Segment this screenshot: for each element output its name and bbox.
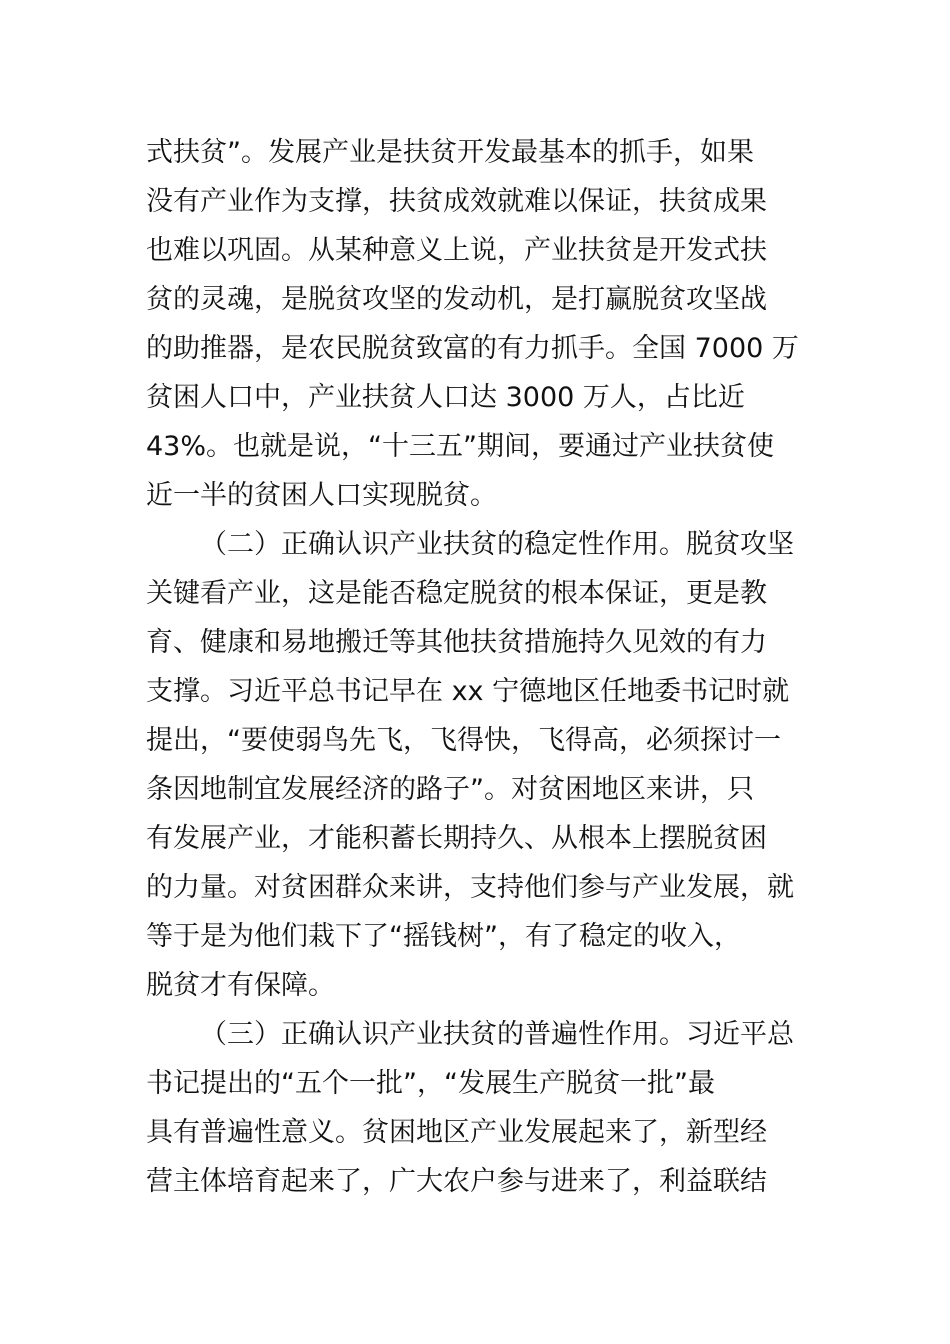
text-line: 的力量。对贫困群众来讲，支持他们参与产业发展，就	[146, 872, 794, 903]
paragraph-1	[146, 128, 810, 520]
text-line: 式扶贫”。发展产业是扶贫开发最基本的抓手，如果	[146, 137, 754, 168]
text-line: 具有普遍性意义。贫困地区产业发展起来了，新型经	[146, 1117, 767, 1148]
text-line: 43%。也就是说，“十三五”期间，要通过产业扶贫使	[146, 431, 774, 462]
text-line: （二）正确认识产业扶贫的稳定性作用。脱贫攻坚	[200, 529, 794, 560]
text-line: 育、健康和易地搬迁等其他扶贫措施持久见效的有力	[146, 627, 767, 658]
body-text	[146, 128, 810, 1206]
text-line: 贫困人口中，产业扶贫人口达 3000 万人，占比近	[146, 382, 745, 413]
text-line: 近一半的贫困人口实现脱贫。	[146, 480, 497, 511]
text-line: 关键看产业，这是能否稳定脱贫的根本保证，更是教	[146, 578, 767, 609]
text-line: 条因地制宜发展经济的路子”。对贫困地区来讲，只	[146, 774, 754, 805]
text-line: 书记提出的“五个一批”，“发展生产脱贫一批”最	[146, 1068, 715, 1099]
text-line: 支撑。习近平总书记早在 xx 宁德地区任地委书记时就	[146, 676, 790, 707]
text-line: 提出，“要使弱鸟先飞，飞得快，飞得高，必须探讨一	[146, 725, 781, 756]
text-line: 有发展产业，才能积蓄长期持久、从根本上摆脱贫困	[146, 823, 767, 854]
paragraph-2	[146, 520, 810, 1010]
text-line: 没有产业作为支撑，扶贫成效就难以保证，扶贫成果	[146, 186, 767, 217]
text-line: （三）正确认识产业扶贫的普遍性作用。习近平总	[200, 1019, 794, 1050]
text-line: 等于是为他们栽下了“摇钱树”，有了稳定的收入，	[146, 921, 741, 952]
text-line: 也难以巩固。从某种意义上说，产业扶贫是开发式扶	[146, 235, 767, 266]
text-line: 的助推器，是农民脱贫致富的有力抓手。全国 7000 万	[146, 333, 799, 364]
text-line: 贫的灵魂，是脱贫攻坚的发动机，是打赢脱贫攻坚战	[146, 284, 767, 315]
paragraph-3	[146, 1010, 810, 1206]
text-line: 脱贫才有保障。	[146, 970, 335, 1001]
text-line: 营主体培育起来了，广大农户参与进来了，利益联结	[146, 1166, 767, 1197]
